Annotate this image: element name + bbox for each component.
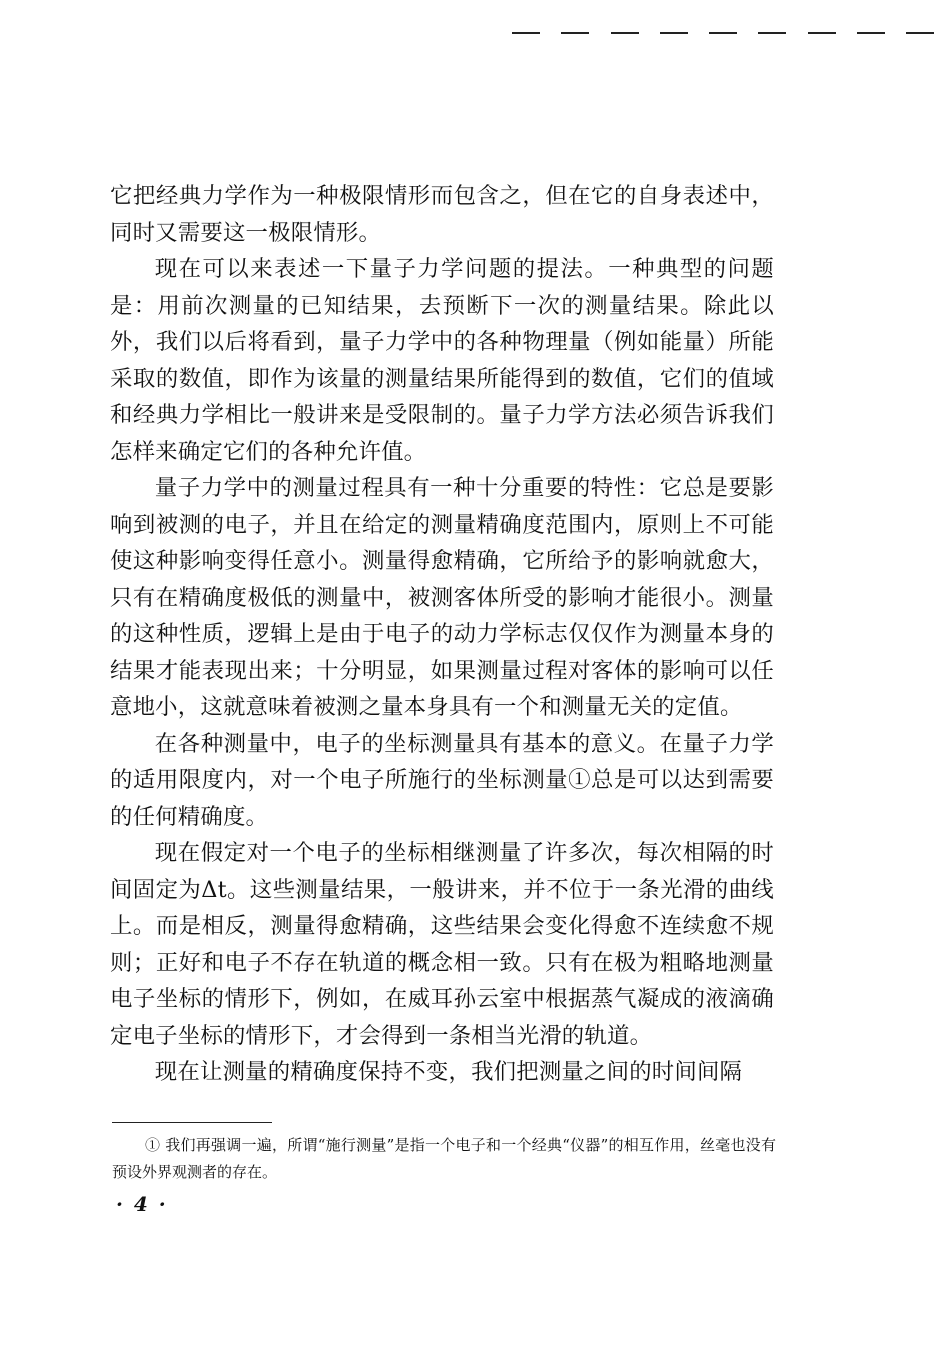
paragraph-coordinate-measurement: 在各种测量中，电子的坐标测量具有基本的意义。在量子力学的适用限度内，对一个电子所施行的坐标测量①总是可以达到需要的任何精确度。 xyxy=(110,730,774,830)
header-dash xyxy=(758,32,786,34)
page-number: · 4 · xyxy=(116,1192,168,1216)
paragraph-problem-statement: 现在可以来表述一下量子力学问题的提法。一种典型的问题是：用前次测量的已知结果，去预断下一次的测量结果。除此以外，我们以后将看到，量子力学中的各种物理量（例如能量）所能采取的数值，即作为该量的测量结果所能得到的数值，它们的值域和经典力学相比一般讲来是受限制的。量子力学方法必须告诉我们怎样来确定它们的各种允许值。 xyxy=(110,256,774,465)
paragraph-measurement-property: 量子力学中的测量过程具有一种十分重要的特性：它总是要影响到被测的电子，并且在给定的测量精确度范围内，原则上不可能使这种影响变得任意小。测量得愈精确，它所给予的影响就愈大，只有在精确度极低的测量中，被测客体所受的影响才能很小。测量的这种性质，逻辑上是由于电子的动力学标志仅仅作为测量本身的结果才能表现出来；十分明显，如果测量过程对客体的影响可以任意地小，这就意味着被测之量本身具有一个和测量无关的定值。 xyxy=(110,475,774,720)
header-dash xyxy=(611,32,639,34)
footnote-divider xyxy=(112,1122,272,1123)
footnote: ① 我们再强调一遍，所谓“施行测量”是指一个电子和一个经典“仪器”的相互作用，丝毫也没有预设外界观测者的存在。 xyxy=(112,1136,776,1181)
header-dash xyxy=(906,32,934,34)
running-header-rule xyxy=(512,32,952,36)
header-dash xyxy=(512,32,540,34)
header-dash xyxy=(857,32,885,34)
header-dash xyxy=(660,32,688,34)
paragraph-time-interval: 现在让测量的精确度保持不变，我们把测量之间的时间间隔 xyxy=(154,1059,743,1085)
paragraph-continued: 它把经典力学作为一种极限情形而包含之，但在它的自身表述中，同时又需要这一极限情形。 xyxy=(110,183,774,246)
main-text xyxy=(110,178,774,1091)
header-dash xyxy=(808,32,836,34)
paragraph-successive-measurements: 现在假定对一个电子的坐标相继测量了许多次，每次相隔的时间固定为Δt。这些测量结果，一般讲来，并不位于一条光滑的曲线上。而是相反，测量得愈精确，这些结果会变化得愈不连续愈不规则；正好和电子不存在轨道的概念相一致。只有在极为粗略地测量电子坐标的情形下，例如，在威耳孙云室中根据蒸气凝成的液滴确定电子坐标的情形下，才会得到一条相当光滑的轨道。 xyxy=(110,840,774,1049)
header-dash xyxy=(561,32,589,34)
header-dash xyxy=(709,32,737,34)
